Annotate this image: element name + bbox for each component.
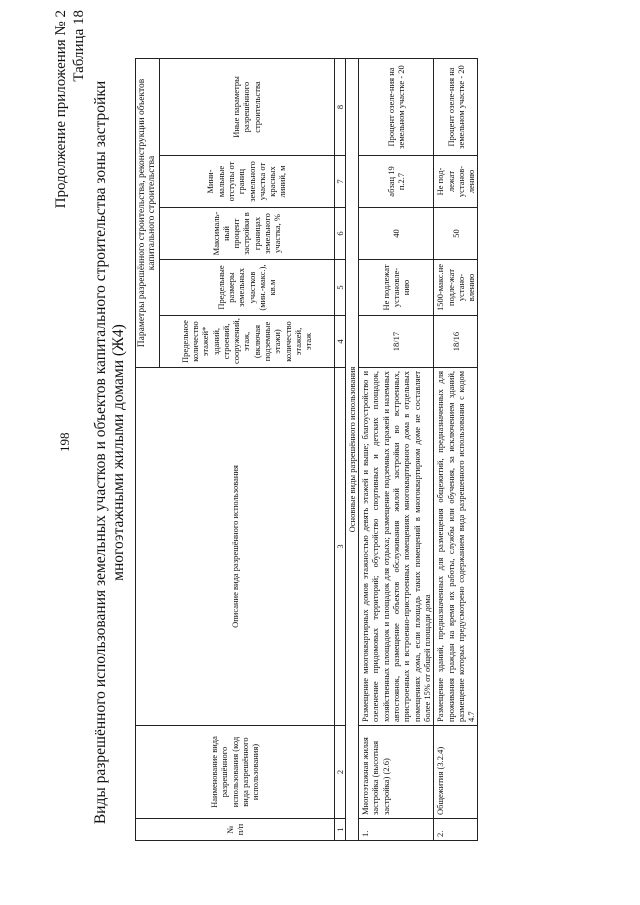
zoning-table [135, 58, 478, 841]
title-line-1: Виды разрешённого использования земельных участков и объектов капитального строительства зоны застройки [92, 80, 109, 825]
row-plot-size: 1500-макс.не подле-жат устано-влению [434, 260, 478, 316]
header-min-setback: Мини-мальные отступы от границ земельного участка от красных линий, м [159, 156, 334, 208]
row-num: 1. [359, 819, 434, 841]
row-other: Процент озеле-ния на земельном участке - 20 [359, 59, 434, 156]
section-row [345, 59, 358, 841]
header-row-1 [136, 59, 160, 841]
header-num: № п/п [136, 819, 335, 841]
col-number: 6 [334, 208, 345, 260]
header-description: Описание вида разрешённого использования [136, 368, 335, 726]
row-other: Процент озеле-ния на земельном участке - 20 [434, 59, 478, 156]
document-title [92, 0, 128, 905]
header-floors: Предельное количество этажей* зданий, строений, сооружений, этаж, (включая подземные этажи) количество этажей, этаж [159, 316, 334, 368]
row-coverage: 40 [359, 208, 434, 260]
row-description: Размещение зданий, предназначенных для размещения общежитий, предназначенных для проживания граждан на время их работы, службы или обучения, за исключением зданий, размещение которых предусмотрено содержанием вида разрешенного использования с кодом 4.7 [434, 368, 478, 726]
header-plot-size: Предельные размеры земельных участков (мин.-макс.), кв.м [159, 260, 334, 316]
header-name: Наименование вида разрешённого использования (код вида разрешённого использования) [136, 726, 335, 819]
table-row [434, 59, 478, 841]
row-setback: абзац 19 п.2.7 [359, 156, 434, 208]
table-row [359, 59, 434, 841]
row-setback: Не под-лежат установ-лению [434, 156, 478, 208]
title-line-2: многоэтажными жилыми домами (Ж4) [110, 324, 127, 581]
table-number: Таблица 18 [71, 10, 87, 82]
section-title: Основные виды разрешённого использования [345, 59, 358, 841]
column-number-row [334, 59, 345, 841]
row-description: Размещение многоквартирных домов этажностью девять этажей и выше; благоустройство и озеленение придомовых территорий; обустройство спортивных и детских площадок, хозяйственных площадок и площадок для отдыха; размещение подземных гаражей и наземных автостоянок, размещение объектов обслуживания жилой застройки во встроенных, пристроенных и встроенно-пристроенных помещениях многоквартирного дома в отдельных помещениях дома, если площадь таких помещений в многоквартирном доме не составляет более 15% от общей площади дома [359, 368, 434, 726]
appendix-continuation: Продолжение приложения № 2 [53, 10, 69, 209]
col-number: 2 [334, 726, 345, 819]
header-parameters-group: Параметры разрешённого строительства, реконструкции объектов капитального строительства [136, 59, 160, 368]
col-number: 3 [334, 368, 345, 726]
col-number: 7 [334, 156, 345, 208]
row-num: 2. [434, 819, 478, 841]
col-number: 8 [334, 59, 345, 156]
row-name: Общежития (3.2.4) [434, 726, 478, 819]
col-number: 1 [334, 819, 345, 841]
row-coverage: 50 [434, 208, 478, 260]
row-name: Многоэтажная жилая застройка (высотная застройка) (2.6) [359, 726, 434, 819]
page-number: 198 [57, 432, 72, 452]
header-other-params: Иные параметры разрешённого строительства [159, 59, 334, 156]
row-floors: 18/17 [359, 316, 434, 368]
row-plot-size: Не подлежат установле-нию [359, 260, 434, 316]
row-floors: 18/16 [434, 316, 478, 368]
col-number: 4 [334, 316, 345, 368]
header-max-coverage: Максималь-ный процент застройки в границах земельного участка, % [159, 208, 334, 260]
col-number: 5 [334, 260, 345, 316]
